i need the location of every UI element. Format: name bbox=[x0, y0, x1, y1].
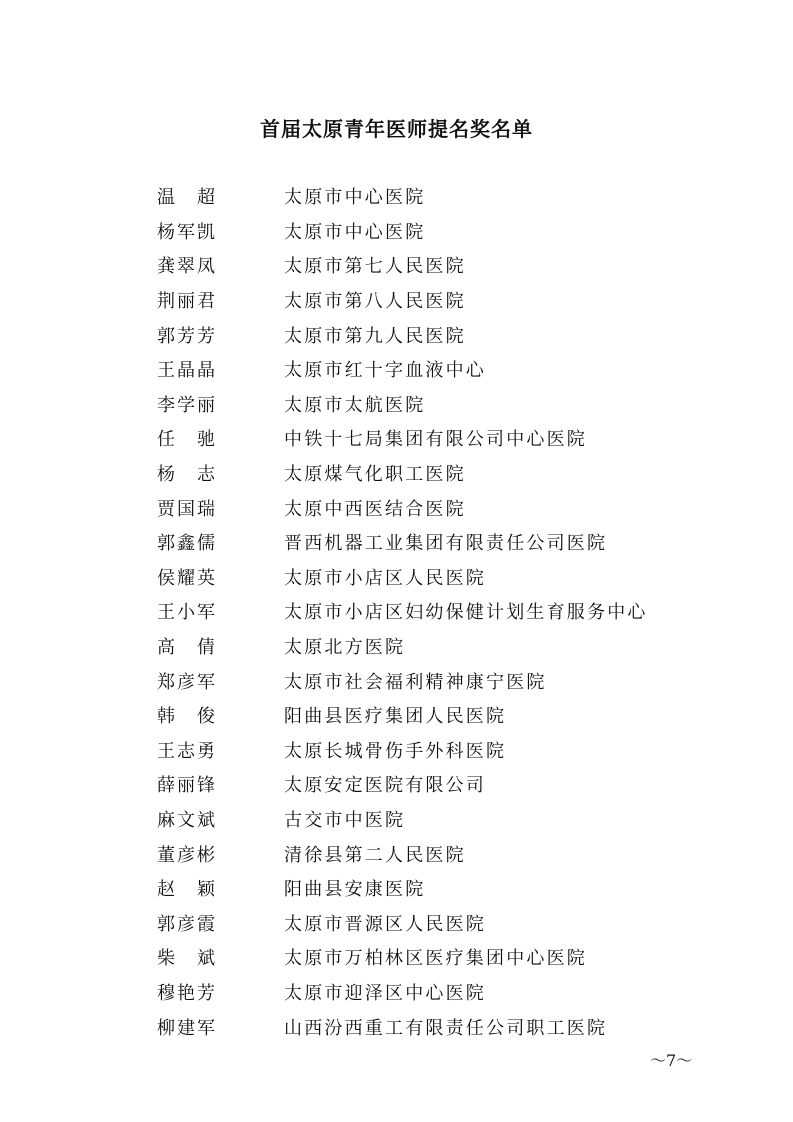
nominee-row bbox=[157, 1009, 717, 1044]
nominee-name: 侯耀英 bbox=[157, 567, 217, 589]
nominee-organization: 太原长城骨伤手外科医院 bbox=[284, 740, 507, 762]
nominee-row bbox=[157, 421, 717, 456]
nominee-row bbox=[157, 317, 717, 352]
nominee-name: 郭芳芳 bbox=[157, 325, 217, 347]
nominee-name: 王志勇 bbox=[157, 740, 217, 762]
nominee-organization: 太原市中心医院 bbox=[284, 187, 426, 209]
nominee-organization: 太原市第七人民医院 bbox=[284, 256, 466, 278]
nominee-row bbox=[157, 283, 717, 318]
nominee-organization: 太原市第九人民医院 bbox=[284, 325, 466, 347]
nominee-name: 麻文斌 bbox=[157, 809, 217, 831]
nominee-name: 郭鑫儒 bbox=[157, 533, 217, 555]
nominee-organization: 山西汾西重工有限责任公司职工医院 bbox=[284, 1017, 608, 1039]
nominee-row bbox=[157, 629, 717, 664]
document-title: 首届太原青年医师提名奖名单 bbox=[260, 117, 533, 141]
nominee-organization: 阳曲县医疗集团人民医院 bbox=[284, 706, 507, 728]
nominee-row bbox=[157, 663, 717, 698]
nominee-organization: 太原北方医院 bbox=[284, 637, 406, 659]
nominee-row bbox=[157, 352, 717, 387]
nominee-name: 龚翠凤 bbox=[157, 256, 217, 278]
nominee-row bbox=[157, 179, 717, 214]
nominee-name: 王小军 bbox=[157, 602, 217, 624]
nominee-organization: 太原市太航医院 bbox=[284, 394, 426, 416]
nominee-name: 荆丽君 bbox=[157, 291, 217, 313]
nominee-name: 任 驰 bbox=[157, 429, 217, 451]
nominee-organization: 太原市第八人民医院 bbox=[284, 291, 466, 313]
nominee-organization: 太原市社会福利精神康宁医院 bbox=[284, 671, 547, 693]
nominee-row bbox=[157, 905, 717, 940]
nominee-name: 赵 颖 bbox=[157, 879, 217, 901]
nominee-organization: 中铁十七局集团有限公司中心医院 bbox=[284, 429, 587, 451]
nominee-row bbox=[157, 248, 717, 283]
nominee-row bbox=[157, 767, 717, 802]
nominee-name: 贾国瑞 bbox=[157, 498, 217, 520]
nominee-row bbox=[157, 698, 717, 733]
nominee-name: 高 倩 bbox=[157, 637, 217, 659]
nominee-row bbox=[157, 940, 717, 975]
nominee-organization: 太原市红十字血液中心 bbox=[284, 360, 486, 382]
nominee-name: 董彦彬 bbox=[157, 844, 217, 866]
nominee-row bbox=[157, 490, 717, 525]
nominee-row bbox=[157, 975, 717, 1010]
nominee-organization: 太原安定医院有限公司 bbox=[284, 775, 486, 797]
nominee-row bbox=[157, 836, 717, 871]
nominee-row bbox=[157, 802, 717, 837]
nominee-row bbox=[157, 387, 717, 422]
nominee-name: 柴 斌 bbox=[157, 948, 217, 970]
nominee-name: 柳建军 bbox=[157, 1017, 217, 1039]
nominee-organization: 太原市小店区妇幼保健计划生育服务中心 bbox=[284, 602, 648, 624]
nominee-organization: 晋西机器工业集团有限责任公司医院 bbox=[284, 533, 608, 555]
nominee-organization: 古交市中医院 bbox=[284, 809, 406, 831]
nominee-organization: 太原市万柏林区医疗集团中心医院 bbox=[284, 948, 587, 970]
nominee-organization: 太原市中心医院 bbox=[284, 221, 426, 243]
nominee-organization: 太原市晋源区人民医院 bbox=[284, 913, 486, 935]
nominee-organization: 阳曲县安康医院 bbox=[284, 879, 426, 901]
nominee-organization: 太原煤气化职工医院 bbox=[284, 464, 466, 486]
nominee-row bbox=[157, 456, 717, 491]
nominee-name: 王晶晶 bbox=[157, 360, 217, 382]
nominee-name: 韩 俊 bbox=[157, 706, 217, 728]
nominee-row bbox=[157, 733, 717, 768]
nominee-organization: 太原市迎泽区中心医院 bbox=[284, 982, 486, 1004]
nominee-name: 郑彦军 bbox=[157, 671, 217, 693]
nominee-name: 薛丽锋 bbox=[157, 775, 217, 797]
nominee-name: 李学丽 bbox=[157, 394, 217, 416]
nominee-row bbox=[157, 214, 717, 249]
nominee-name: 穆艳芳 bbox=[157, 982, 217, 1004]
nominee-name: 杨 志 bbox=[157, 464, 217, 486]
nominee-list bbox=[157, 179, 717, 1044]
nominee-row bbox=[157, 560, 717, 595]
nominee-row bbox=[157, 594, 717, 629]
nominee-organization: 清徐县第二人民医院 bbox=[284, 844, 466, 866]
nominee-name: 温 超 bbox=[157, 187, 217, 209]
nominee-organization: 太原市小店区人民医院 bbox=[284, 567, 486, 589]
nominee-organization: 太原中西医结合医院 bbox=[284, 498, 466, 520]
nominee-name: 杨军凯 bbox=[157, 221, 217, 243]
nominee-row bbox=[157, 525, 717, 560]
page-number: ～7～ bbox=[650, 1051, 693, 1070]
nominee-name: 郭彦霞 bbox=[157, 913, 217, 935]
nominee-row bbox=[157, 871, 717, 906]
